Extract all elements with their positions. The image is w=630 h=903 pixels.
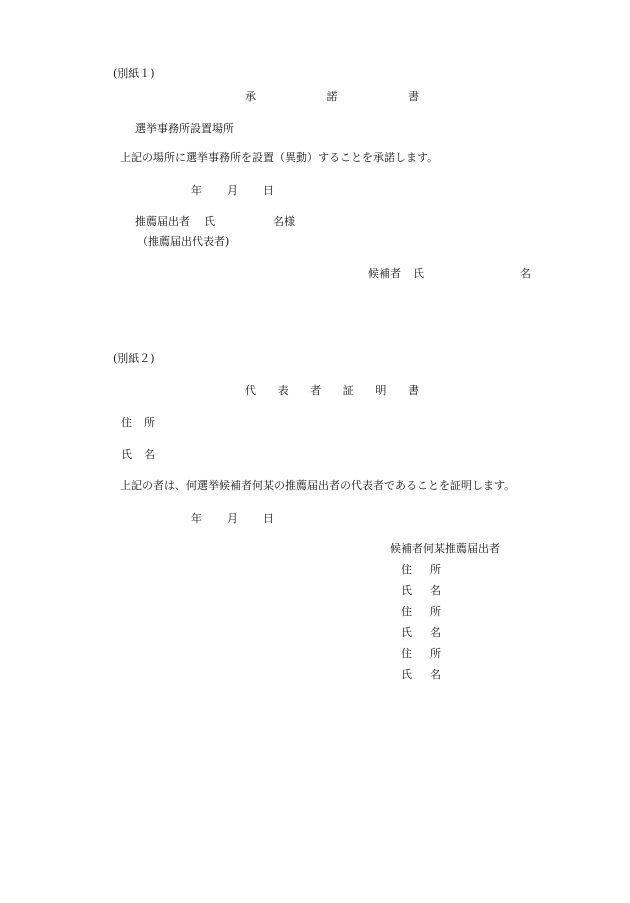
doc2-name-char: 氏 <box>121 448 132 461</box>
doc2-signer-row-char: 所 <box>430 563 441 576</box>
doc2-date-line <box>191 512 274 525</box>
doc2-title-char: 者 <box>310 384 322 397</box>
doc2-address-label <box>121 416 155 429</box>
doc2-signer-row <box>401 563 441 576</box>
doc2-title-char: 明 <box>375 384 387 397</box>
doc1-recommender-title: 推薦届出者 <box>135 215 190 228</box>
doc2-signer-row-char: 名 <box>430 668 441 681</box>
doc1-title-char: 承 <box>245 90 256 103</box>
doc2-signer-row <box>401 605 441 618</box>
doc1-candidate-label: 候補者 <box>368 267 401 280</box>
doc2-signer-heading: 候補者何某推薦届出者 <box>390 542 500 555</box>
doc1-date-year: 年 <box>191 184 202 197</box>
doc2-title-char: 証 <box>342 384 354 397</box>
doc1-title <box>245 90 419 103</box>
doc2-signer-row <box>401 668 441 681</box>
doc2-label: (別紙２) <box>113 352 155 365</box>
doc2-signer-row-char: 住 <box>401 563 412 576</box>
doc2-signer-row-char: 住 <box>401 605 412 618</box>
doc2-signer-row <box>401 626 441 639</box>
doc1-date-month: 月 <box>227 184 238 197</box>
doc1-date-line <box>191 184 274 197</box>
doc1-representative-note: （推薦届出代表者) <box>137 235 230 248</box>
doc1-candidate-name-1: 氏 <box>413 267 424 280</box>
doc2-name-char: 名 <box>144 448 155 461</box>
doc1-title-char: 書 <box>408 90 419 103</box>
doc2-signer-row-char: 住 <box>401 647 412 660</box>
doc2-signer-row-char: 名 <box>430 626 441 639</box>
doc2-date-day: 日 <box>263 512 274 525</box>
doc2-signer-row-char: 氏 <box>401 584 412 597</box>
doc2-signer-row <box>401 584 441 597</box>
doc2-title-char: 書 <box>407 384 419 397</box>
doc2-signer-row-char: 名 <box>430 584 441 597</box>
doc2-signer-row-char: 所 <box>430 605 441 618</box>
doc2-title-char: 代 <box>245 384 256 397</box>
doc2-address-char: 所 <box>144 416 155 429</box>
doc2-title-char: 表 <box>277 384 289 397</box>
doc2-signer-row-char: 氏 <box>401 626 412 639</box>
doc2-date-month: 月 <box>227 512 238 525</box>
doc1-date-day: 日 <box>263 184 274 197</box>
doc2-signer-row-char: 氏 <box>401 668 412 681</box>
doc2-statement: 上記の者は、何選挙候補者何某の推薦届出者の代表者であることを証明します。 <box>120 479 516 492</box>
doc1-candidate-name-2: 名 <box>520 267 531 280</box>
doc1-name-label-1: 氏 <box>204 215 215 228</box>
doc2-name-label <box>121 448 155 461</box>
doc2-signer-row <box>401 647 441 660</box>
doc2-address-char: 住 <box>121 416 132 429</box>
doc2-date-year: 年 <box>191 512 202 525</box>
doc1-label: (別紙１) <box>113 67 155 80</box>
doc2-title <box>245 384 419 397</box>
doc1-location-line: 選挙事務所設置場所 <box>135 122 234 135</box>
doc1-statement: 上記の場所に選挙事務所を設置（異動）することを承諾します。 <box>120 151 439 164</box>
doc1-name-label-2: 名様 <box>273 215 295 228</box>
doc1-title-char: 諾 <box>326 90 338 103</box>
doc2-signer-row-char: 所 <box>430 647 441 660</box>
